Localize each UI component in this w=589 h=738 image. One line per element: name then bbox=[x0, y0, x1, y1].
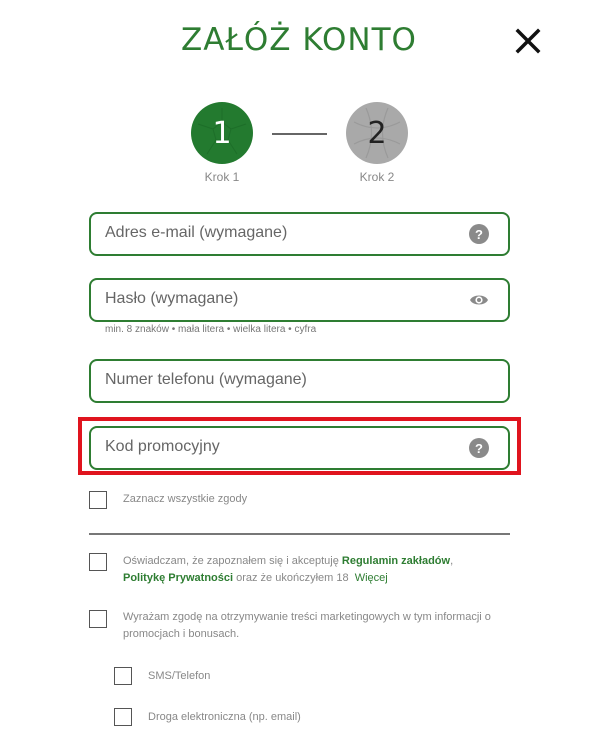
more-link[interactable]: Więcej bbox=[354, 572, 388, 584]
divider bbox=[89, 533, 510, 535]
electronic-label: Droga elektroniczna (np. email) bbox=[148, 711, 301, 723]
password-field[interactable] bbox=[105, 280, 445, 318]
terms-prefix: Oświadczam, że zapoznałem się i akceptuję bbox=[123, 555, 342, 567]
step-1 bbox=[190, 102, 254, 184]
sms-checkbox[interactable] bbox=[114, 667, 132, 685]
help-icon[interactable]: ? bbox=[469, 224, 489, 244]
email-field-box bbox=[89, 212, 510, 256]
password-field-box bbox=[89, 278, 510, 322]
page-title: ZAŁÓŻ KONTO bbox=[181, 22, 417, 58]
step-2 bbox=[345, 102, 409, 184]
step-2-number: 2 bbox=[367, 115, 387, 151]
step-2-circle bbox=[346, 102, 408, 164]
email-field[interactable] bbox=[105, 214, 445, 252]
promo-field-box bbox=[89, 426, 510, 470]
step-2-label: Krok 2 bbox=[359, 170, 395, 184]
marketing-label: Wyrażam zgodę na otrzymywanie treści marketingowych w tym informacji o promocjach i bonusach. bbox=[123, 611, 491, 640]
select-all-label: Zaznacz wszystkie zgody bbox=[123, 493, 248, 505]
step-1-label: Krok 1 bbox=[204, 170, 240, 184]
sms-label: SMS/Telefon bbox=[148, 670, 211, 682]
help-icon[interactable]: ? bbox=[469, 438, 489, 458]
terms-checkbox[interactable] bbox=[89, 553, 107, 571]
close-button[interactable] bbox=[514, 27, 542, 55]
marketing-checkbox[interactable] bbox=[89, 610, 107, 628]
privacy-link[interactable]: Politykę Prywatności bbox=[123, 572, 234, 584]
close-icon bbox=[514, 27, 542, 55]
terms-link[interactable]: Regulamin zakładów bbox=[341, 555, 451, 567]
password-hint: min. 8 znaków • mała litera • wielka litera • cyfra bbox=[105, 324, 317, 335]
eye-icon bbox=[469, 290, 489, 310]
step-1-number: 1 bbox=[212, 115, 232, 151]
step-connector bbox=[272, 133, 327, 135]
promo-code-field[interactable] bbox=[105, 428, 445, 466]
terms-label bbox=[123, 553, 503, 587]
step-1-circle bbox=[191, 102, 253, 164]
phone-field-box bbox=[89, 359, 510, 403]
electronic-checkbox[interactable] bbox=[114, 708, 132, 726]
phone-field[interactable] bbox=[105, 361, 445, 399]
terms-suffix: oraz że ukończyłem 18 bbox=[233, 572, 349, 584]
show-password-button[interactable] bbox=[469, 290, 489, 310]
terms-separator: , bbox=[450, 555, 454, 567]
select-all-checkbox[interactable] bbox=[89, 491, 107, 509]
